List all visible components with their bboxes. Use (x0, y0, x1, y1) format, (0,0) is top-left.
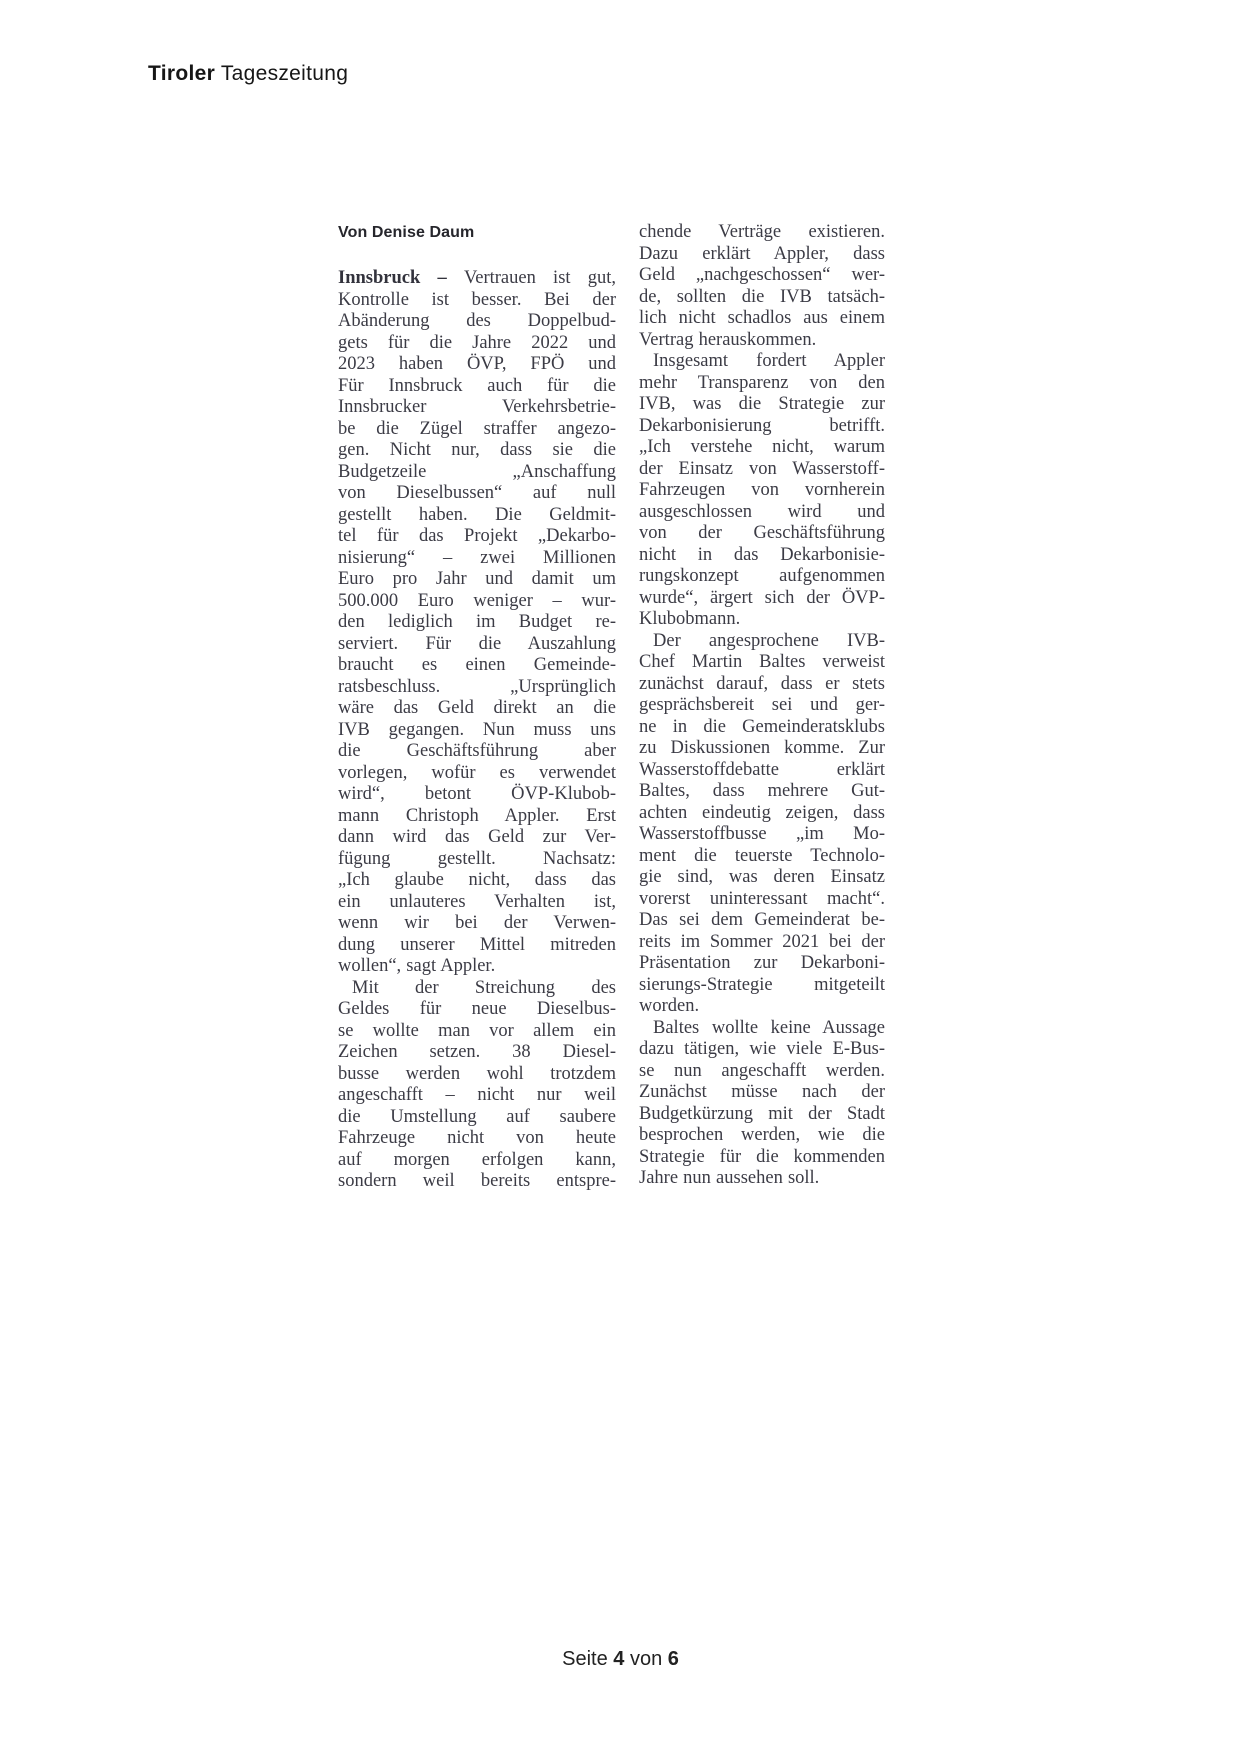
article-line: Wasserstoffdebatte erklärt (639, 759, 885, 780)
article-line: wurde“, ärgert sich der ÖVP- (639, 587, 885, 608)
article-line: nisierung“ – zwei Millionen (338, 547, 616, 568)
article-line: von der Geschäftsführung (639, 523, 885, 543)
article-line: mehr Transparenz von den (639, 372, 885, 393)
article-line: 500.000 Euro weniger – wur- (338, 590, 616, 611)
article-line: worden. (639, 996, 700, 1016)
article-line: nicht in das Dekarbonisie- (639, 544, 885, 565)
article-line: wenn wir bei der Verwen- (338, 913, 616, 933)
article-line: wird“, betont ÖVP-Klubob- (338, 784, 616, 804)
article-line: gets für die Jahre 2022 und (338, 332, 616, 353)
footer-current-page: 4 (613, 1648, 625, 1670)
article-line: se nun angeschafft werden. (639, 1060, 885, 1081)
article-line: Fahrzeuge nicht von heute (338, 1128, 616, 1148)
article-line: be die Zügel straffer angezo- (338, 418, 616, 439)
article-line: chende Verträge existieren. (639, 222, 885, 242)
article-line: Dekarbonisierung betrifft. (639, 415, 885, 436)
article-line: ausgeschlossen wird und (639, 501, 885, 522)
article-line: se wollte man vor allem ein (338, 1020, 616, 1041)
footer-total-pages: 6 (667, 1648, 679, 1670)
article-line: de, sollten die IVB tatsäch- (639, 286, 885, 307)
article-line: von Dieselbussen“ auf null (338, 483, 616, 503)
article-line: vorlegen, wofür es verwendet (338, 762, 616, 783)
article-line: Strategie für die kommenden (639, 1146, 885, 1167)
article-line: auf morgen erfolgen kann, (338, 1149, 616, 1170)
article-line: IVB, was die Strategie zur (639, 394, 885, 414)
article-line: mann Christoph Appler. Erst (338, 805, 616, 826)
article-line: wäre das Geld direkt an die (338, 698, 616, 718)
article-line: Fahrzeugen von vornherein (639, 480, 885, 500)
article-line: Vertrag herauskommen. (639, 329, 817, 350)
article-line: Budgetkürzung mit der Stadt (639, 1103, 885, 1124)
article-line: Wasserstoffbusse „im Mo- (639, 824, 885, 844)
article-column-left-lines (338, 268, 616, 1193)
article-line: wollen“, sagt Appler. (338, 956, 496, 976)
article-line: fügung gestellt. Nachsatz: (338, 848, 616, 869)
article-line: zu Diskussionen komme. Zur (639, 738, 885, 758)
article-line: ment die teuerste Technolo- (639, 845, 885, 866)
article-line: gesprächsbereit sei und ger- (639, 695, 885, 715)
article-line: die Geschäftsführung aber (338, 741, 616, 761)
article-line: Baltes, dass mehrere Gut- (639, 781, 885, 801)
article-line: Dazu erklärt Appler, dass (639, 243, 885, 264)
article-line: Klubobmann. (639, 609, 741, 629)
article-line: Geld „nachgeschossen“ wer- (639, 265, 885, 285)
article-line: tel für das Projekt „Dekarbo- (338, 526, 616, 546)
article-line: rungskonzept aufgenommen (639, 566, 885, 586)
article-line: Zunächst müsse nach der (639, 1082, 885, 1102)
article-line: Jahre nun aussehen soll. (639, 1168, 820, 1188)
article-lead-location: Innsbruck – (338, 268, 464, 288)
article-line: Geldes für neue Dieselbus- (338, 999, 616, 1019)
article-line: Budgetzeile „Anschaffung (338, 461, 616, 482)
article-line: dung unserer Mittel mitreden (338, 934, 616, 955)
article-line: die Umstellung auf saubere (338, 1106, 616, 1127)
article-line: Präsentation zur Dekarboni- (639, 953, 885, 973)
masthead-brand-bold: Tiroler (148, 62, 216, 85)
article-line: „Ich verstehe nicht, warum (639, 437, 885, 457)
article-line: lich nicht schadlos aus einem (639, 308, 885, 328)
article-line: Kontrolle ist besser. Bei der (338, 289, 616, 310)
footer-label-of: von (629, 1648, 663, 1670)
article-line: Mit der Streichung des (352, 977, 616, 998)
article-line: Zeichen setzen. 38 Diesel- (338, 1042, 616, 1062)
article-line: „Ich glaube nicht, dass das (338, 870, 616, 890)
article-line: Baltes wollte keine Aussage (653, 1017, 885, 1038)
newspaper-masthead (148, 62, 348, 86)
article-line: dazu tätigen, wie viele E-Bus- (639, 1039, 885, 1059)
article-line: sierungs-Strategie mitgeteilt (639, 974, 885, 995)
masthead-brand-regular: Tageszeitung (215, 62, 349, 85)
article-line: 2023 haben ÖVP, FPÖ und (338, 354, 616, 374)
article-line: der Einsatz von Wasserstoff- (639, 458, 885, 479)
article-line: braucht es einen Gemeinde- (338, 655, 616, 675)
article-line: gestellt haben. Die Geldmit- (338, 504, 616, 525)
article-line: reits im Sommer 2021 bei der (639, 931, 885, 952)
article-line: busse werden wohl trotzdem (338, 1063, 616, 1084)
article-column-left (338, 222, 616, 1193)
article-line: Chef Martin Baltes verweist (639, 652, 885, 672)
article-line: sondern weil bereits entspre- (338, 1171, 616, 1191)
article-line: dann wird das Geld zur Ver- (338, 827, 616, 847)
article-line: achten eindeutig zeigen, dass (639, 802, 885, 823)
article-line: ein unlauteres Verhalten ist, (338, 891, 616, 912)
article-byline: Von Denise Daum (338, 224, 475, 241)
article-line: serviert. Für die Auszahlung (338, 633, 616, 654)
article-column-right (639, 222, 885, 1190)
article-line: Euro pro Jahr und damit um (338, 569, 616, 589)
article-line: Innsbrucker Verkehrsbetrie- (338, 397, 616, 417)
article-line: ne in die Gemeinderatsklubs (639, 716, 885, 737)
article-line: besprochen werden, wie die (639, 1125, 885, 1145)
article-line: IVB gegangen. Nun muss uns (338, 719, 616, 740)
article-line: Insgesamt fordert Appler (653, 351, 885, 371)
article-line: Für Innsbruck auch für die (338, 375, 616, 396)
footer-label-page: Seite (562, 1648, 608, 1670)
article-line: gie sind, was deren Einsatz (639, 867, 885, 887)
article-line: Der angesprochene IVB- (653, 630, 885, 651)
article-line: ratsbeschluss. „Ursprünglich (338, 676, 616, 697)
article-line: angeschafft – nicht nur weil (338, 1085, 616, 1105)
page-number-indicator (0, 1648, 1241, 1671)
article-line: zunächst darauf, dass er stets (639, 673, 885, 694)
article-line: den lediglich im Budget re- (338, 612, 616, 632)
article-line: Innsbruck – Vertrauen ist gut, (338, 268, 616, 288)
article-line: Das sei dem Gemeinderat be- (639, 910, 885, 930)
article-column-right-lines (639, 222, 885, 1190)
article-line: gen. Nicht nur, dass sie die (338, 440, 616, 460)
article-line: Abänderung des Doppelbud- (338, 311, 616, 331)
article-line: vorerst uninteressant macht“. (639, 888, 885, 909)
